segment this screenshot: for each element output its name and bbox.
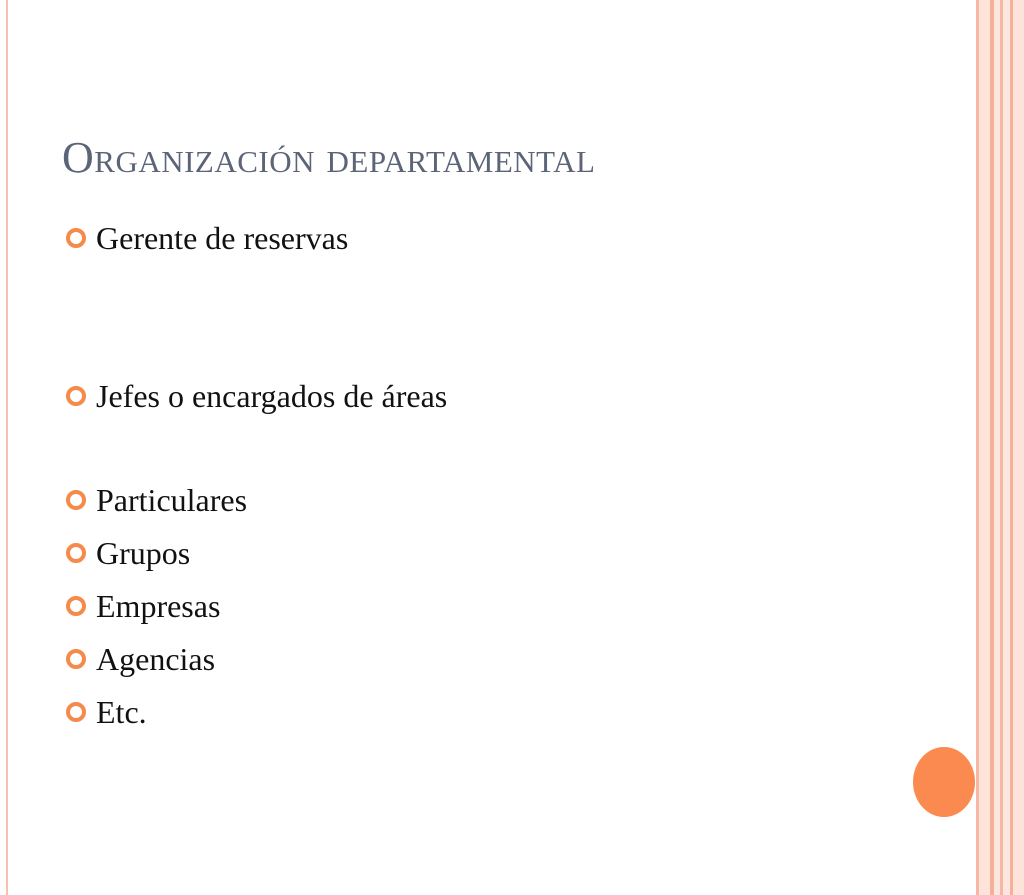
- bullet-text: Jefes o encargados de áreas: [96, 377, 448, 414]
- bullet-item-etc: [66, 692, 147, 732]
- bullet-text: Agencias: [96, 640, 216, 677]
- circle-bullet-icon: [66, 543, 86, 563]
- circle-bullet-icon: [66, 702, 86, 722]
- circle-bullet-icon: [66, 386, 86, 406]
- bullet-item-empresas: [66, 586, 220, 626]
- bullet-item-grupos: [66, 533, 190, 573]
- circle-bullet-icon: [66, 228, 86, 248]
- bullet-text: Grupos: [96, 534, 191, 571]
- circle-bullet-icon: [66, 596, 86, 616]
- bullet-text: Particulares: [96, 481, 248, 518]
- right-stripe: [1003, 0, 1010, 895]
- bullet-item-agencias: [66, 639, 215, 679]
- slide-title: Organización departamental: [62, 133, 596, 182]
- right-stripe: [1013, 0, 1024, 895]
- bullet-item-jefes: [66, 376, 447, 416]
- bullet-text: Gerente de reservas: [96, 219, 349, 256]
- bullet-text: Empresas: [96, 587, 221, 624]
- bullet-item-gerente: [66, 218, 348, 258]
- right-stripe: [979, 0, 990, 895]
- circle-bullet-icon: [66, 490, 86, 510]
- left-border-line: [6, 0, 8, 895]
- bullet-text: Etc.: [96, 693, 147, 730]
- orange-circle-decoration: [913, 747, 975, 817]
- circle-bullet-icon: [66, 649, 86, 669]
- bullet-item-particulares: [66, 480, 247, 520]
